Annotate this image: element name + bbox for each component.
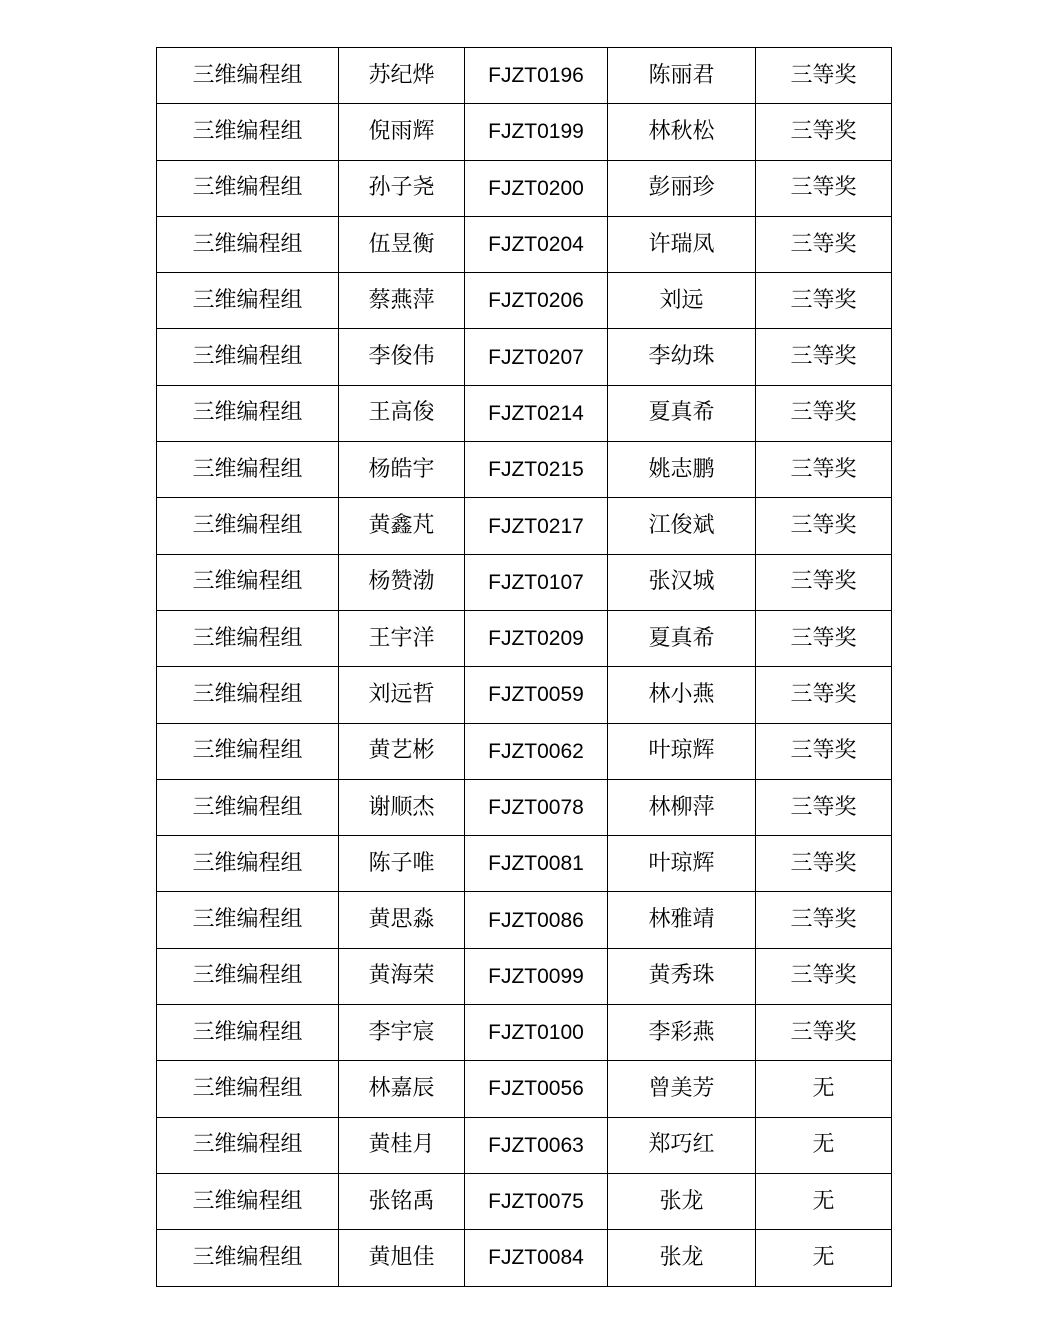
student-cell: 杨赞渤 [339, 554, 465, 610]
table-row [157, 48, 892, 104]
award-cell: 三等奖 [756, 948, 892, 1004]
student-cell: 李宇宸 [339, 1005, 465, 1061]
award-cell: 无 [756, 1230, 892, 1286]
group-cell: 三维编程组 [157, 1173, 339, 1229]
code-cell: FJZT0200 [465, 160, 608, 216]
award-cell: 三等奖 [756, 1005, 892, 1061]
student-cell: 黄桂月 [339, 1117, 465, 1173]
student-cell: 杨皓宇 [339, 442, 465, 498]
teacher-cell: 刘远 [608, 273, 756, 329]
table-row [157, 1061, 892, 1117]
group-cell: 三维编程组 [157, 273, 339, 329]
code-cell: FJZT0084 [465, 1230, 608, 1286]
group-cell: 三维编程组 [157, 723, 339, 779]
teacher-cell: 黄秀珠 [608, 948, 756, 1004]
student-cell: 谢顺杰 [339, 779, 465, 835]
student-cell: 黄鑫芃 [339, 498, 465, 554]
code-cell: FJZT0081 [465, 836, 608, 892]
teacher-cell: 陈丽君 [608, 48, 756, 104]
student-cell: 李俊伟 [339, 329, 465, 385]
table-row [157, 836, 892, 892]
code-cell: FJZT0099 [465, 948, 608, 1004]
group-cell: 三维编程组 [157, 1230, 339, 1286]
table-row [157, 1005, 892, 1061]
table-row [157, 385, 892, 441]
teacher-cell: 夏真希 [608, 610, 756, 666]
group-cell: 三维编程组 [157, 1005, 339, 1061]
teacher-cell: 叶琼辉 [608, 723, 756, 779]
student-cell: 伍昱衡 [339, 216, 465, 272]
teacher-cell: 林小燕 [608, 667, 756, 723]
code-cell: FJZT0215 [465, 442, 608, 498]
teacher-cell: 林柳萍 [608, 779, 756, 835]
student-cell: 黄思淼 [339, 892, 465, 948]
award-cell: 无 [756, 1117, 892, 1173]
code-cell: FJZT0196 [465, 48, 608, 104]
table-row [157, 554, 892, 610]
award-cell: 三等奖 [756, 723, 892, 779]
student-cell: 倪雨辉 [339, 104, 465, 160]
group-cell: 三维编程组 [157, 1117, 339, 1173]
code-cell: FJZT0086 [465, 892, 608, 948]
table-row [157, 667, 892, 723]
award-cell: 三等奖 [756, 48, 892, 104]
teacher-cell: 彭丽珍 [608, 160, 756, 216]
award-cell: 三等奖 [756, 779, 892, 835]
group-cell: 三维编程组 [157, 892, 339, 948]
table-row [157, 329, 892, 385]
teacher-cell: 李幼珠 [608, 329, 756, 385]
code-cell: FJZT0100 [465, 1005, 608, 1061]
table-row [157, 104, 892, 160]
student-cell: 王宇洋 [339, 610, 465, 666]
student-cell: 王高俊 [339, 385, 465, 441]
table-row [157, 442, 892, 498]
results-table [156, 47, 892, 1287]
teacher-cell: 江俊斌 [608, 498, 756, 554]
student-cell: 陈子唯 [339, 836, 465, 892]
code-cell: FJZT0107 [465, 554, 608, 610]
teacher-cell: 林秋松 [608, 104, 756, 160]
table-row [157, 1117, 892, 1173]
group-cell: 三维编程组 [157, 554, 339, 610]
award-cell: 三等奖 [756, 329, 892, 385]
table-row [157, 723, 892, 779]
code-cell: FJZT0214 [465, 385, 608, 441]
group-cell: 三维编程组 [157, 48, 339, 104]
teacher-cell: 夏真希 [608, 385, 756, 441]
code-cell: FJZT0078 [465, 779, 608, 835]
teacher-cell: 姚志鹏 [608, 442, 756, 498]
award-cell: 三等奖 [756, 216, 892, 272]
teacher-cell: 郑巧红 [608, 1117, 756, 1173]
student-cell: 林嘉辰 [339, 1061, 465, 1117]
group-cell: 三维编程组 [157, 329, 339, 385]
award-cell: 无 [756, 1173, 892, 1229]
student-cell: 张铭禹 [339, 1173, 465, 1229]
award-cell: 三等奖 [756, 160, 892, 216]
code-cell: FJZT0209 [465, 610, 608, 666]
table-row [157, 892, 892, 948]
award-cell: 三等奖 [756, 385, 892, 441]
group-cell: 三维编程组 [157, 1061, 339, 1117]
code-cell: FJZT0199 [465, 104, 608, 160]
award-cell: 三等奖 [756, 273, 892, 329]
award-cell: 无 [756, 1061, 892, 1117]
student-cell: 蔡燕萍 [339, 273, 465, 329]
award-cell: 三等奖 [756, 554, 892, 610]
teacher-cell: 张龙 [608, 1230, 756, 1286]
code-cell: FJZT0204 [465, 216, 608, 272]
award-cell: 三等奖 [756, 610, 892, 666]
table-row [157, 273, 892, 329]
student-cell: 黄旭佳 [339, 1230, 465, 1286]
award-cell: 三等奖 [756, 892, 892, 948]
group-cell: 三维编程组 [157, 216, 339, 272]
teacher-cell: 李彩燕 [608, 1005, 756, 1061]
student-cell: 黄艺彬 [339, 723, 465, 779]
group-cell: 三维编程组 [157, 948, 339, 1004]
code-cell: FJZT0062 [465, 723, 608, 779]
teacher-cell: 许瑞凤 [608, 216, 756, 272]
table-row [157, 1230, 892, 1286]
results-table-body [157, 48, 892, 1287]
teacher-cell: 曾美芳 [608, 1061, 756, 1117]
group-cell: 三维编程组 [157, 779, 339, 835]
group-cell: 三维编程组 [157, 667, 339, 723]
code-cell: FJZT0059 [465, 667, 608, 723]
code-cell: FJZT0206 [465, 273, 608, 329]
table-row [157, 498, 892, 554]
group-cell: 三维编程组 [157, 385, 339, 441]
student-cell: 刘远哲 [339, 667, 465, 723]
group-cell: 三维编程组 [157, 442, 339, 498]
group-cell: 三维编程组 [157, 104, 339, 160]
teacher-cell: 林雅靖 [608, 892, 756, 948]
award-cell: 三等奖 [756, 442, 892, 498]
award-cell: 三等奖 [756, 498, 892, 554]
teacher-cell: 张龙 [608, 1173, 756, 1229]
award-cell: 三等奖 [756, 836, 892, 892]
table-row [157, 216, 892, 272]
code-cell: FJZT0063 [465, 1117, 608, 1173]
student-cell: 黄海荣 [339, 948, 465, 1004]
table-row [157, 779, 892, 835]
teacher-cell: 叶琼辉 [608, 836, 756, 892]
student-cell: 苏纪烨 [339, 48, 465, 104]
group-cell: 三维编程组 [157, 610, 339, 666]
table-row [157, 610, 892, 666]
group-cell: 三维编程组 [157, 836, 339, 892]
code-cell: FJZT0207 [465, 329, 608, 385]
award-cell: 三等奖 [756, 104, 892, 160]
group-cell: 三维编程组 [157, 498, 339, 554]
table-row [157, 948, 892, 1004]
award-cell: 三等奖 [756, 667, 892, 723]
student-cell: 孙子尧 [339, 160, 465, 216]
code-cell: FJZT0056 [465, 1061, 608, 1117]
table-row [157, 160, 892, 216]
table-row [157, 1173, 892, 1229]
teacher-cell: 张汉城 [608, 554, 756, 610]
code-cell: FJZT0217 [465, 498, 608, 554]
group-cell: 三维编程组 [157, 160, 339, 216]
code-cell: FJZT0075 [465, 1173, 608, 1229]
